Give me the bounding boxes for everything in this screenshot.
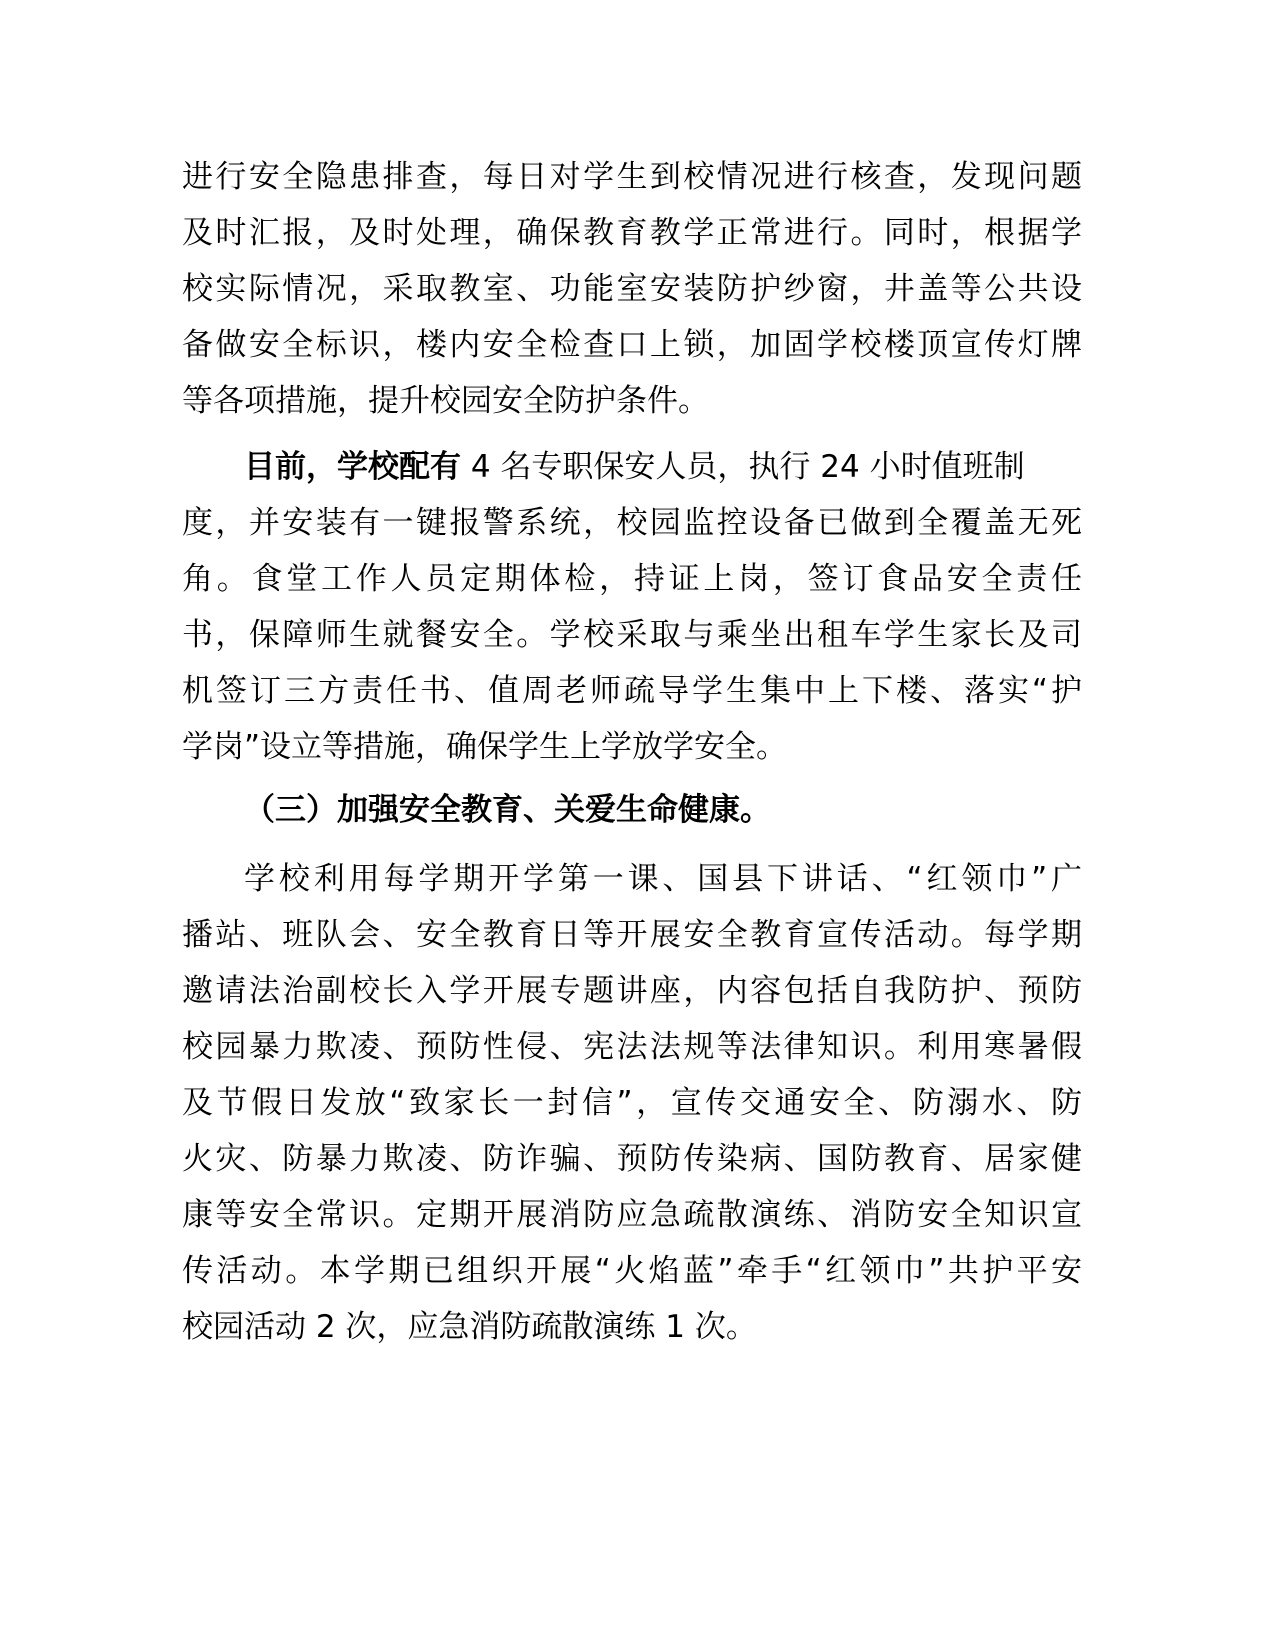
paragraph-line: 火灾、防暴力欺凌、防诈骗、预防传染病、国防教育、居家健 (182, 1141, 1082, 1177)
paragraph-line: 邀请法治副校长入学开展专题讲座，内容包括自我防护、预防 (182, 973, 1082, 1009)
paragraph-line: 传活动。本学期已组织开展“火焰蓝”牵手“红领巾”共护平安 (182, 1253, 1082, 1289)
paragraph-line: 及节假日发放“致家长一封信”，宣传交通安全、防溺水、防 (182, 1085, 1082, 1121)
paragraph-line: 备做安全标识，楼内安全检查口上锁，加固学校楼顶宣传灯牌 (182, 327, 1082, 363)
paragraph-line: 及时汇报，及时处理，确保教育教学正常进行。同时，根据学 (182, 215, 1082, 251)
paragraph-first-line (244, 438, 1025, 496)
section-heading: （三）加强安全教育、关爱生命健康。 (244, 792, 771, 828)
bold-lead-text: 目前，学校配有 (244, 449, 461, 485)
paragraph-line: 书，保障师生就餐安全。学校采取与乘坐出租车学生家长及司 (182, 617, 1082, 653)
paragraph-first-line: 学校利用每学期开学第一课、国县下讲话、“红领巾”广 (244, 861, 1082, 897)
lead-line-text: 4 名专职保安人员，执行 24 小时值班制 (461, 449, 1025, 485)
paragraph-line: 进行安全隐患排查，每日对学生到校情况进行核查，发现问题 (182, 159, 1082, 195)
paragraph-line: 校园活动 2 次，应急消防疏散演练 1 次。 (182, 1309, 757, 1345)
paragraph-line: 学岗”设立等措施，确保学生上学放学安全。 (182, 729, 788, 765)
paragraph-line: 机签订三方责任书、值周老师疏导学生集中上下楼、落实“护 (182, 673, 1082, 709)
paragraph-line: 等各项措施，提升校园安全防护条件。 (182, 383, 709, 419)
paragraph-line: 校园暴力欺凌、预防性侵、宪法法规等法律知识。利用寒暑假 (182, 1029, 1082, 1065)
paragraph-line: 播站、班队会、安全教育日等开展安全教育宣传活动。每学期 (182, 917, 1082, 953)
paragraph-line: 康等安全常识。定期开展消防应急疏散演练、消防安全知识宣 (182, 1197, 1082, 1233)
paragraph-line: 校实际情况，采取教室、功能室安装防护纱窗，井盖等公共设 (182, 271, 1082, 307)
paragraph-line: 度，并安装有一键报警系统，校园监控设备已做到全覆盖无死 (182, 505, 1082, 541)
paragraph-line: 角。食堂工作人员定期体检，持证上岗，签订食品安全责任 (182, 561, 1082, 597)
